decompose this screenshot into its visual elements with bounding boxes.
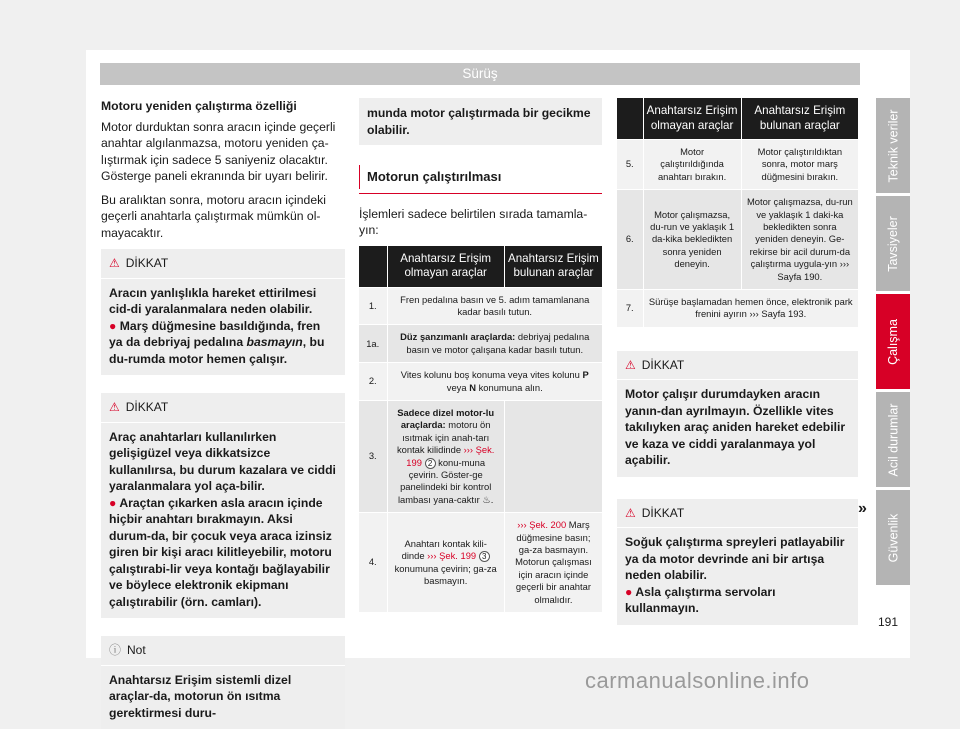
warning-bullet: ● Marş düğmesine basıldığında, fren ya da debriyaj pedalına basmayın, bu du-rumda motor hemen çalışır. [109, 318, 337, 368]
note-continuation: munda motor çalıştırmada bir gecikme olabilir. [359, 98, 602, 145]
paragraph: Motor durduktan sonra aracın içinde geçerli anahtar algılanmazsa, motoru yeniden ça-lıştırmak için sadece 5 saniyeniz olacaktır. Gösterge paneli ekranında bir uyarı belirir. [101, 119, 345, 185]
table-row: 5. Motor çalıştırıldığında anahtarı bırakın. Motor çalıştırıldıktan sonra, motor marş düğmesini bırakın. [617, 140, 858, 190]
table-row: 4. Anahtarı kontak kili-dinde ››› Şek. 199 3 konumuna çevirin; ga-za basmayın. ››› Şek. 200 Marş düğmesine basın; ga-za basmayın. Motorun çalışması için aracın içinde geçerli bir anahtar olmalıdır. [359, 513, 602, 612]
paragraph: Bu aralıktan sonra, motoru aracın içindeki geçerli anahtarla çalıştırmak mümkün ol-mayacaktır. [101, 192, 345, 242]
warning-icon: ⚠ [109, 255, 120, 272]
note-box [101, 636, 345, 729]
table-row: 3. Sadece dizel motor-lu araçlarda: motoru ön ısıtmak için anah-tarı kontak kilidinde ››› Şek. 199 2 konu-muna çevirin. Göster-ge panelindeki bir kontrol lambası yana-caktır ♨. [359, 400, 602, 512]
page-number: 191 [878, 615, 898, 629]
table-row: 7. Sürüşe başlamadan hemen önce, elektronik park frenini ayırın ››› Sayfa 193. [617, 290, 858, 327]
warning-text: Aracın yanlışlıkla hareket ettirilmesi cid-di yaralanmalara neden olabilir. [109, 285, 337, 318]
note-text: Anahtarsız Erişim sistemli dizel araçlar-da, motorun ön ısıtma gerektirmesi duru- [101, 666, 345, 729]
warning-box [617, 499, 858, 625]
tab-acil-durumlar[interactable]: Acil durumlar [876, 392, 910, 487]
column-header: Anahtarsız Erişim olmayan araçlar [643, 98, 741, 140]
warning-icon: ⚠ [109, 399, 120, 416]
warning-icon: ⚠ [625, 505, 636, 522]
column-header: Anahtarsız Erişim olmayan araçlar [387, 246, 504, 288]
tab-guvenlik[interactable]: Güvenlik [876, 490, 910, 585]
warning-box [101, 249, 345, 375]
info-icon: ⓘ [109, 642, 121, 659]
column-header: Anahtarsız Erişim bulunan araçlar [504, 246, 602, 288]
table-row: 1a. Düz şanzımanlı araçlarda: debriyaj pedalına basın ve motor çalışana kadar basılı tutun. [359, 325, 602, 363]
warning-bullet: ● Asla çalıştırma servoları kullanmayın. [625, 584, 850, 617]
tab-teknik-veriler[interactable]: Teknik veriler [876, 98, 910, 193]
warning-title: DİKKAT [642, 357, 684, 374]
figure-callout: 3 [479, 551, 490, 562]
column-middle [359, 98, 602, 612]
table-row: 1. Fren pedalına basın ve 5. adım tamamlanana kadar basılı tutun. [359, 287, 602, 325]
page-reference-link[interactable]: ››› Şek. 199 [427, 550, 476, 561]
watermark: carmanualsonline.info [585, 668, 810, 694]
note-title: Not [127, 642, 146, 659]
tab-tavsiyeler[interactable]: Tavsiyeler [876, 196, 910, 291]
section-heading: Motoru yeniden çalıştırma özelliği [101, 98, 345, 115]
page-reference-link[interactable]: ››› Şek. 199 [406, 444, 494, 467]
column-left [101, 98, 345, 729]
table-row: 6. Motor çalışmazsa, du-run ve yaklaşık 1 da-kika bekledikten sonra yeniden deneyin. Motor çalışmazsa, du-run ve yaklaşık 1 daki-ka bekledikten sonra yeniden deneyin. Ge-rekirse bir acil durum-da çalıştırma uygula-yın ››› Sayfa 190. [617, 190, 858, 290]
column-right [617, 98, 858, 625]
bullet-icon: ● [625, 585, 632, 599]
bullet-icon: ● [109, 319, 116, 333]
figure-callout: 2 [425, 458, 436, 469]
warning-title: DİKKAT [642, 505, 684, 522]
warning-icon: ⚠ [625, 357, 636, 374]
page-reference-link[interactable]: ››› Şek. 200 [517, 519, 566, 530]
warning-text: Soğuk çalıştırma spreyleri patlayabilir ya da motor devrinde ani bir artışa neden olabilir. [625, 534, 850, 584]
page-header: Sürüş [100, 63, 860, 85]
preheat-lamp-icon: ♨ [482, 494, 490, 505]
continue-marker: » [858, 500, 867, 518]
page-reference-link[interactable]: ››› Sayfa 190 [777, 258, 849, 281]
column-header: Anahtarsız Erişim bulunan araçlar [741, 98, 858, 140]
warning-title: DİKKAT [126, 399, 168, 416]
warning-box [617, 351, 858, 477]
steps-table-continued [617, 98, 858, 327]
table-row: 2. Vites kolunu boş konuma veya vites kolunu P veya N konumuna alın. [359, 363, 602, 401]
section-title: Motorun çalıştırılması [359, 157, 602, 194]
page-reference-link[interactable]: ››› Sayfa 193 [749, 308, 803, 319]
warning-text: Motor çalışır durumdayken aracın yanın-dan ayrılmayın. Özellikle vites takılıyken araç aniden hareket edebilir ve kaza ve ciddi yaralanmaya yol açabilir. [617, 380, 858, 477]
warning-bullet: ● Araçtan çıkarken asla aracın içinde hiçbir anahtarı bırakmayın. Aksi durum-da, bir çocuk veya araca izinsiz giren bir kişi aracı kilitleyebilir, motoru çalıştırabi-lir veya kontağı bağlayabilir ve böylece elektronik ekipmanı çalıştırabilir (örn. camları). [109, 495, 337, 611]
intro-text: İşlemleri sadece belirtilen sırada tamamla-yın: [359, 206, 602, 239]
warning-box [101, 393, 345, 618]
bullet-icon: ● [109, 496, 116, 510]
warning-title: DİKKAT [126, 255, 168, 272]
chapter-tabs [876, 98, 910, 588]
steps-table [359, 246, 602, 613]
tab-calisma[interactable]: Çalışma [876, 294, 910, 389]
warning-text: Araç anahtarları kullanılırken gelişigüzel veya dikkatsizce kullanılırsa, bu durum kazalara ve ciddi yaralanmalara yol aça-bilir. [109, 429, 337, 495]
